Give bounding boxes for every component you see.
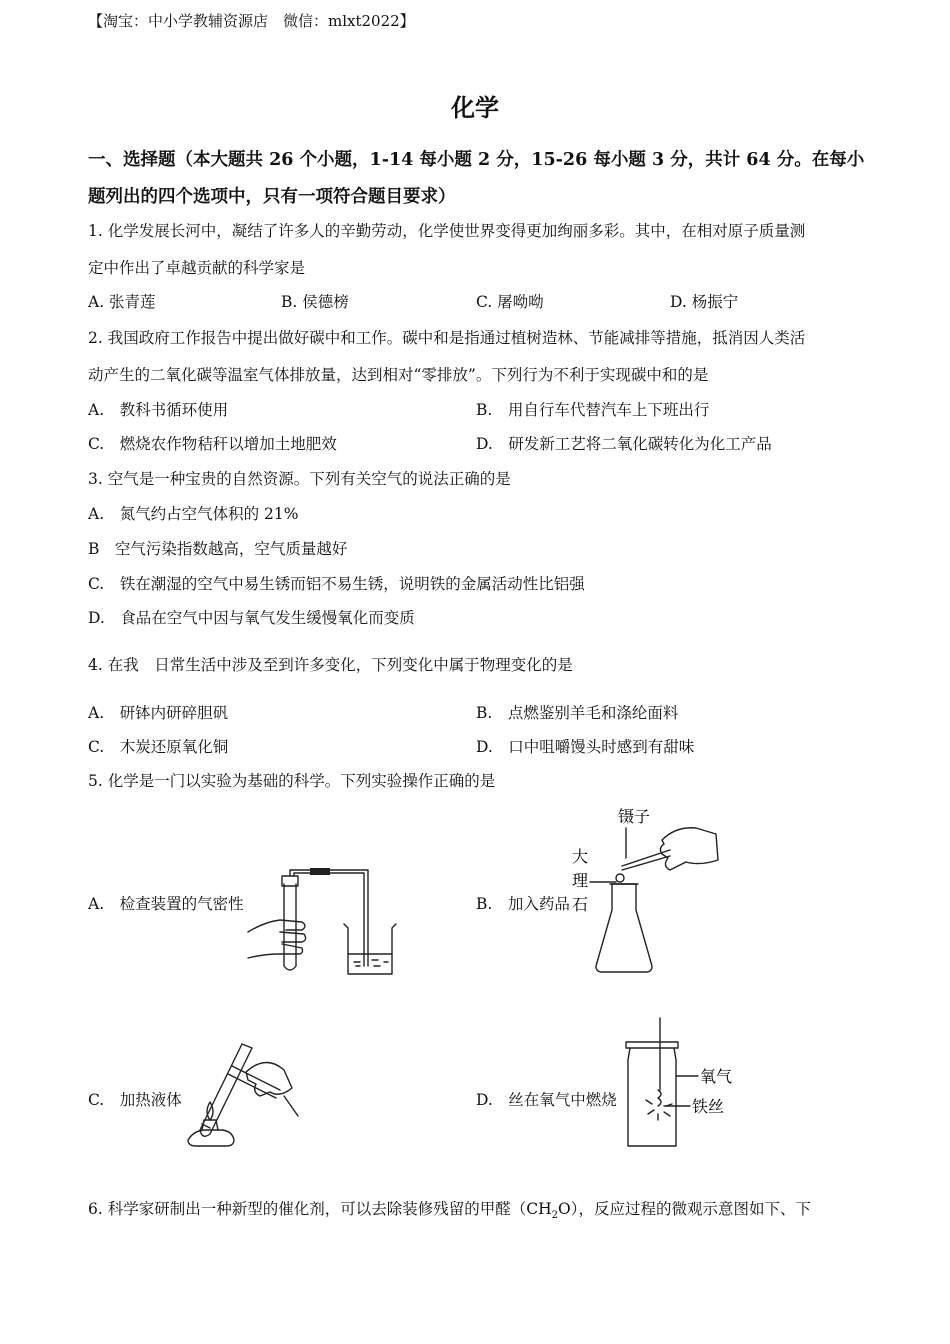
q5-option-b: B. 加入药品 (476, 895, 570, 913)
q2-option-d: D. 研发新工艺将二氧化碳转化为化工产品 (476, 435, 772, 453)
q2-stem-line2: 动产生的二氧化碳等温室气体排放量，达到相对“零排放”。下列行为不利于实现碳中和的是 (88, 366, 709, 384)
q3-option-b: B 空气污染指数越高，空气质量越好 (88, 540, 348, 558)
label-iron-wire: 铁丝 (692, 1097, 725, 1116)
q1-option-b: B. 侯德榜 (281, 293, 349, 311)
q1-stem-line2: 定中作出了卓越贡献的科学家是 (88, 259, 306, 277)
section-heading-line1: 一、选择题（本大题共 26 个小题，1-14 每小题 2 分，15-26 每小题 3 分，共计 64 分。在每小 (88, 150, 865, 170)
q3-option-a: A. 氮气约占空气体积的 21% (88, 505, 299, 523)
q2-option-b: B. 用自行车代替汽车上下班出行 (476, 401, 710, 419)
figure-adding-reagent (566, 800, 726, 980)
q6-stem: 6. 科学家研制出一种新型的催化剂，可以去除装修残留的甲醛$(CH_2O)$，反应过程的微观示意图如下、下 (88, 1200, 811, 1222)
q2-option-a: A. 教科书循环使用 (88, 401, 229, 419)
q3-option-c: C. 铁在潮湿的空气中易生锈而铝不易生锈，说明铁的金属活动性比铝强 (88, 575, 585, 593)
label-oxygen: 氧气 (700, 1067, 733, 1086)
q2-stem-line1: 2. 我国政府工作报告中提出做好碳中和工作。碳中和是指通过植树造林、节能减排等措施，抵消因人类活 (88, 329, 806, 347)
figure-wire-burning (620, 1014, 750, 1152)
figure-airtightness-check (244, 862, 404, 980)
q4-option-a: A. 研钵内研碎胆矾 (88, 704, 229, 722)
q3-option-d: D. 食品在空气中因与氧气发生缓慢氧化而变质 (88, 609, 415, 627)
section-heading-line2: 题列出的四个选项中，只有一项符合题目要求） (88, 187, 456, 207)
label-marble-1: 大 (572, 847, 589, 866)
q4-option-d: D. 口中咀嚼馒头时感到有甜味 (476, 738, 695, 756)
page-title: 化学 (451, 93, 499, 122)
q4-option-c: C. 木炭还原氧化铜 (88, 738, 229, 756)
q1-option-a: A. 张青莲 (88, 293, 156, 311)
q4-stem: 4. 在我 日常生活中涉及至到许多变化，下列变化中属于物理变化的是 (88, 656, 573, 674)
q5-option-a: A. 检查装置的气密性 (88, 895, 244, 913)
figure-heating-liquid (180, 1036, 304, 1160)
q5-option-c: C. 加热液体 (88, 1091, 182, 1109)
q1-option-c: C. 屠呦呦 (476, 293, 544, 311)
q4-option-b: B. 点燃鉴别羊毛和涤纶面料 (476, 704, 679, 722)
q5-option-d: D. 丝在氧气中燃烧 (476, 1091, 617, 1109)
label-marble-2: 理 (572, 871, 589, 890)
label-marble-3: 石 (572, 895, 589, 914)
page-header: 【淘宝：中小学教辅资源店 微信：mlxt2022】 (88, 12, 415, 30)
q5-stem: 5. 化学是一门以实验为基础的科学。下列实验操作正确的是 (88, 772, 496, 790)
q2-option-c: C. 燃烧农作物秸秆以增加土地肥效 (88, 435, 337, 453)
q1-option-d: D. 杨振宁 (670, 293, 739, 311)
q1-stem-line1: 1. 化学发展长河中，凝结了许多人的辛勤劳动，化学使世界变得更加绚丽多彩。其中，在相对原子质量测 (88, 222, 806, 240)
q3-stem: 3. 空气是一种宝贵的自然资源。下列有关空气的说法正确的是 (88, 470, 511, 488)
label-tweezers: 镊子 (618, 807, 651, 826)
